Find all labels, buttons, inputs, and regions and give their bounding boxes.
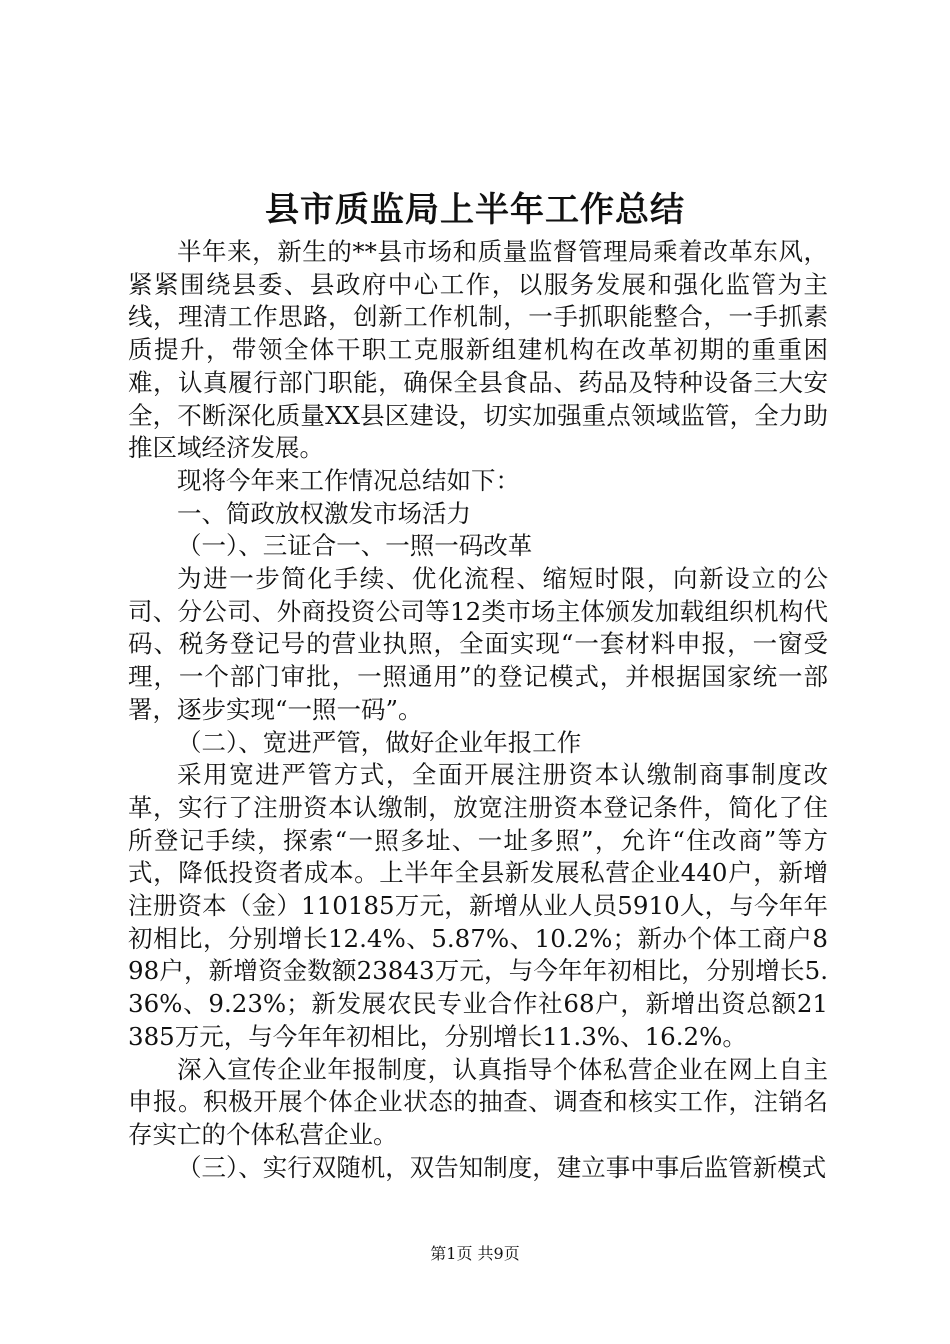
section-heading-1: 一、简政放权激发市场活力 [177, 498, 471, 528]
summary-lead-paragraph: 现将今年来工作情况总结如下： [177, 465, 520, 495]
subsection-heading-1: （一）、三证合一、一照一码改革 [177, 531, 533, 561]
subsection-2-paragraph-2: 深入宣传企业年报制度，认真指导个体私营企业在网上自主申报。积极开展个体企业状态的抽查、调查和核实工作，注销名存实亡的个体私营企业。 [128, 1054, 828, 1149]
subsection-2-paragraph-1: 采用宽进严管方式，全面开展注册资本认缴制商事制度改革，实行了注册资本认缴制，放宽注册资本登记条件，简化了住所登记手续，探索“一照多址、一址多照”，允许“住改商”等方式，降低投资者成本。上半年全县新发展私营企业440户，新增注册资本（金）110185万元，新增从业人员5910人，与今年年初相比，分别增长12.4%、5.87%、10.2%；新办个体工商户898户，新增资金数额23843万元，与今年年初相比，分别增长5.36%、9.23%；新发展农民专业合作社68户，新增出资总额21385万元，与今年年初相比，分别增长11.3%、16.2%。 [128, 760, 828, 1051]
page-number-footer: 第1页 共9页 [430, 1244, 520, 1263]
document-body [128, 236, 828, 1184]
subsection-heading-3: （三）、实行双随机，双告知制度，建立事中事后监管新模式 [177, 1152, 827, 1182]
intro-paragraph: 半年来，新生的**县市场和质量监督管理局乘着改革东风，紧紧围绕县委、县政府中心工作，以服务发展和强化监管为主线，理清工作思路，创新工作机制，一手抓职能整合，一手抓素质提升，带领全体干职工克服新组建机构在改革初期的重重困难，认真履行部门职能，确保全县食品、药品及特种设备三大安全，不断深化质量XX县区建设，切实加强重点领域监管，全力助推区域经济发展。 [128, 237, 828, 463]
subsection-heading-2: （二）、宽进严管，做好企业年报工作 [177, 727, 582, 757]
subsection-1-paragraph: 为进一步简化手续、优化流程、缩短时限，向新设立的公司、分公司、外商投资公司等12类市场主体颁发加载组织机构代码、税务登记号的营业执照，全面实现“一套材料申报，一窗受理，一个部门审批，一照通用”的登记模式，并根据国家统一部署，逐步实现“一照一码”。 [128, 564, 828, 724]
document-title: 县市质监局上半年工作总结 [265, 190, 685, 230]
